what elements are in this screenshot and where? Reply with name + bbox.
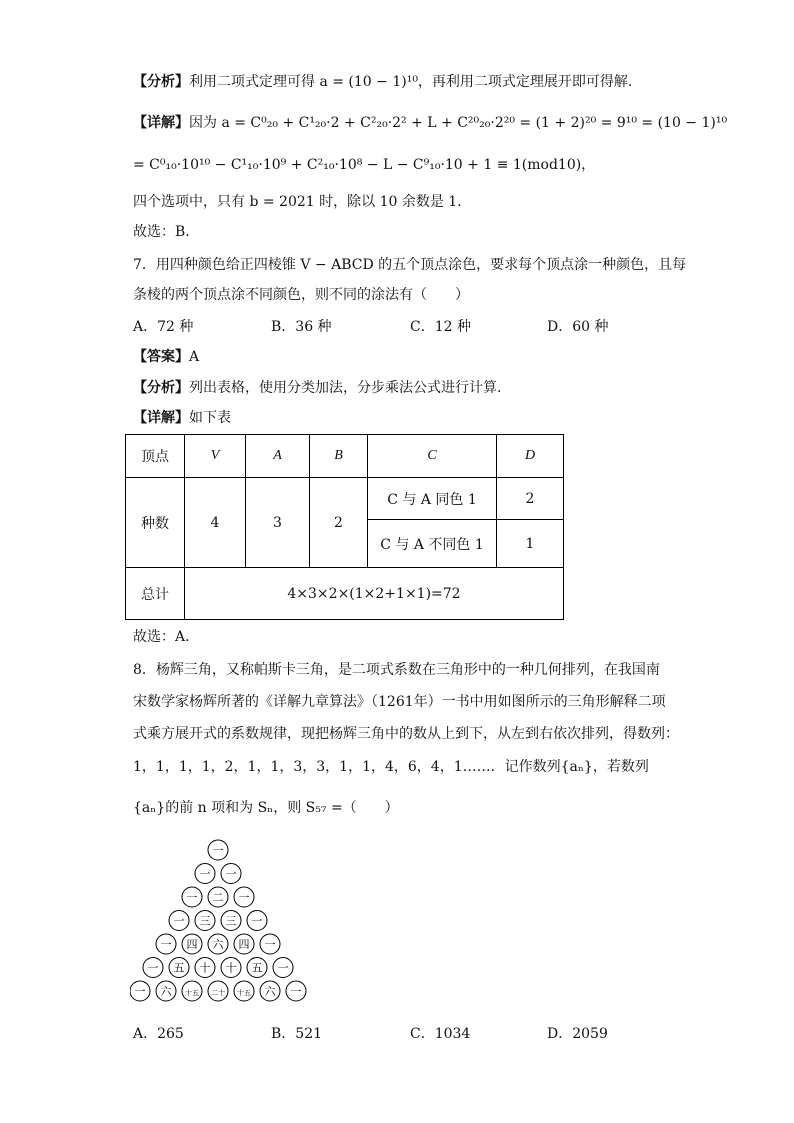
detail-text: 如下表	[189, 410, 231, 426]
final-answer: 故选：A．	[133, 629, 200, 645]
triangle-node	[208, 934, 228, 954]
table-cell-c-same: C 与 A 同色 1	[368, 478, 497, 520]
triangle-node	[234, 981, 254, 1001]
triangle-node	[260, 934, 280, 954]
question-8-line-2	[133, 692, 666, 712]
triangle-node	[221, 958, 241, 978]
table-header-a: A	[246, 435, 310, 478]
triangle-node	[273, 958, 293, 978]
triangle-node-label: 三	[199, 914, 211, 928]
triangle-node	[221, 911, 241, 931]
triangle-node	[182, 887, 202, 907]
question-7-final	[133, 627, 199, 647]
triangle-node	[182, 981, 202, 1001]
triangle-node-label: 十	[225, 961, 237, 975]
question-8-text-1: 8．杨辉三角，又称帕斯卡三角，是二项式系数在三角形中的一种几何排列，在我国南	[133, 662, 660, 678]
question-8-text-3: 式乘方展开式的系数规律，现把杨辉三角中的数从上到下，从左到右依次排列，得数列：	[133, 726, 679, 742]
triangle-node	[286, 981, 306, 1001]
choice-a: A．265	[133, 1026, 184, 1042]
question-7-analysis	[133, 378, 501, 398]
triangle-node-label: 一	[290, 985, 302, 998]
triangle-node	[247, 958, 267, 978]
table-header-b: B	[310, 435, 368, 478]
triangle-node-label: 一	[199, 867, 211, 881]
table-total-label: 总计	[126, 568, 185, 620]
question-7-line-1	[133, 255, 686, 275]
triangle-node-label: 四	[186, 938, 198, 951]
choice-b: B．521	[271, 1026, 323, 1042]
table-cell-v: 4	[185, 478, 246, 568]
triangle-node-label: 一	[147, 961, 159, 975]
choice-a: A．72 种	[133, 319, 194, 335]
conclusion-line-6	[133, 192, 471, 212]
analysis-tag: 【分析】	[133, 74, 189, 90]
question-8-text-5: {aₙ}的前 n 项和为 Sₙ，则 S₅₇ =（ ）	[133, 800, 399, 816]
triangle-node	[234, 934, 254, 954]
triangle-node-label: 一	[173, 914, 185, 928]
solution-table	[125, 434, 564, 620]
triangle-node-label: 一	[160, 938, 172, 951]
triangle-node-label: 六	[264, 985, 276, 998]
triangle-node-label: 一	[212, 844, 224, 857]
table-header-v: V	[185, 435, 246, 478]
conclusion-text: 四个选项中，只有 b = 2021 时，除以 10 余数是 1．	[133, 194, 472, 210]
question-8-text-2: 宋数学家杨辉所著的《详解九章算法》（1261年）一书中用如图所示的三角形解释二项	[133, 694, 666, 710]
detail-line-6b	[133, 155, 595, 175]
triangle-node-label: 十五	[237, 989, 251, 997]
question-7-line-2	[133, 285, 469, 305]
analysis-text: 利用二项式定理可得 a = (10 − 1)¹⁰，再利用二项式定理展开即可得解.	[189, 74, 633, 90]
analysis-tag: 【分析】	[133, 380, 189, 396]
choice-c: C．1034	[410, 1026, 471, 1042]
analysis-line-6	[133, 72, 632, 92]
triangle-node-label: 一	[264, 938, 276, 951]
table-cell-a: 3	[246, 478, 310, 568]
triangle-node	[169, 911, 189, 931]
triangle-node-label: 三	[225, 914, 237, 928]
triangle-node-label: 六	[160, 985, 172, 998]
detail-text: 因为 a = C⁰₂₀ + C¹₂₀·2 + C²₂₀·2² + L + C²⁰₂₀·2²⁰ = (1 + 2)²⁰ = 9¹⁰ = (10 − 1)¹⁰	[189, 115, 728, 131]
detail-tag: 【详解】	[133, 115, 189, 131]
question-8-line-5	[133, 798, 399, 818]
triangle-node-label: 五	[251, 961, 263, 975]
question-7-text-2: 条棱的两个顶点涂不同颜色，则不同的涂法有（ ）	[133, 287, 469, 303]
triangle-node	[208, 887, 228, 907]
triangle-node	[130, 981, 150, 1001]
triangle-node	[156, 981, 176, 1001]
triangle-node	[156, 934, 176, 954]
detail-expansion: = C⁰₁₀·10¹⁰ − C¹₁₀·10⁹ + C²₁₀·10⁸ − L − C⁹₁₀·10 + 1 ≡ 1(mod10)，	[133, 157, 596, 173]
choice-d: D．60 种	[547, 319, 609, 335]
answer-select-6	[133, 222, 199, 242]
question-8-line-4	[133, 757, 649, 777]
question-7-text-1: 7．用四种颜色给正四棱锥 V − ABCD 的五个顶点涂色，要求每个顶点涂一种颜色，且每	[133, 257, 687, 273]
question-7-detail	[133, 408, 231, 428]
triangle-node-label: 一	[277, 961, 289, 975]
triangle-node-label: 二十	[211, 989, 225, 997]
triangle-node-label: 一	[225, 867, 237, 881]
yanghui-triangle-figure	[130, 835, 320, 1015]
triangle-node-label: 四	[238, 938, 250, 951]
detail-tag: 【详解】	[133, 410, 189, 426]
triangle-node-label: 一	[251, 914, 263, 928]
triangle-node	[195, 911, 215, 931]
triangle-node	[208, 981, 228, 1001]
question-8-sequence: 1，1，1，1，2，1，1，3，3，1，1，4，6，4，1……．记作数列{aₙ}，若数列	[133, 759, 649, 775]
triangle-node	[169, 958, 189, 978]
answer-value: A	[189, 349, 200, 365]
table-header-d: D	[497, 435, 564, 478]
triangle-node	[234, 887, 254, 907]
table-header-c: C	[368, 435, 497, 478]
table-cell-b: 2	[310, 478, 368, 568]
answer-select-text: 故选：B．	[133, 224, 200, 240]
triangle-node	[221, 864, 241, 884]
triangle-node	[195, 864, 215, 884]
triangle-node-label: 一	[134, 985, 146, 998]
triangle-node	[208, 840, 228, 860]
triangle-node	[247, 911, 267, 931]
table-cell-d-same: 2	[497, 478, 564, 520]
table-header-vertex: 顶点	[126, 435, 185, 478]
table-total-value: 4×3×2×(1×2+1×1)=72	[185, 568, 564, 620]
triangle-node-label: 十	[199, 961, 211, 975]
table-cell-c-diff: C 与 A 不同色 1	[368, 520, 497, 568]
detail-line-6	[133, 113, 727, 133]
choice-d: D．2059	[547, 1026, 608, 1042]
triangle-node	[143, 958, 163, 978]
question-8-line-3	[133, 724, 679, 744]
question-8-line-1	[133, 660, 660, 680]
triangle-node-label: 二	[212, 891, 224, 904]
table-row-label: 种数	[126, 478, 185, 568]
analysis-text: 列出表格，使用分类加法，分步乘法公式进行计算.	[189, 380, 502, 396]
question-7-answer	[133, 347, 199, 367]
triangle-node-label: 十五	[185, 989, 199, 997]
choice-b: B．36 种	[271, 319, 332, 335]
triangle-node-label: 六	[212, 938, 224, 951]
table-cell-d-diff: 1	[497, 520, 564, 568]
triangle-node-label: 一	[238, 891, 250, 904]
triangle-node	[260, 981, 280, 1001]
triangle-node	[195, 958, 215, 978]
triangle-node-label: 一	[186, 891, 198, 904]
answer-tag: 【答案】	[133, 349, 189, 365]
triangle-node-label: 五	[173, 961, 185, 975]
triangle-node	[182, 934, 202, 954]
choice-c: C．12 种	[410, 319, 471, 335]
